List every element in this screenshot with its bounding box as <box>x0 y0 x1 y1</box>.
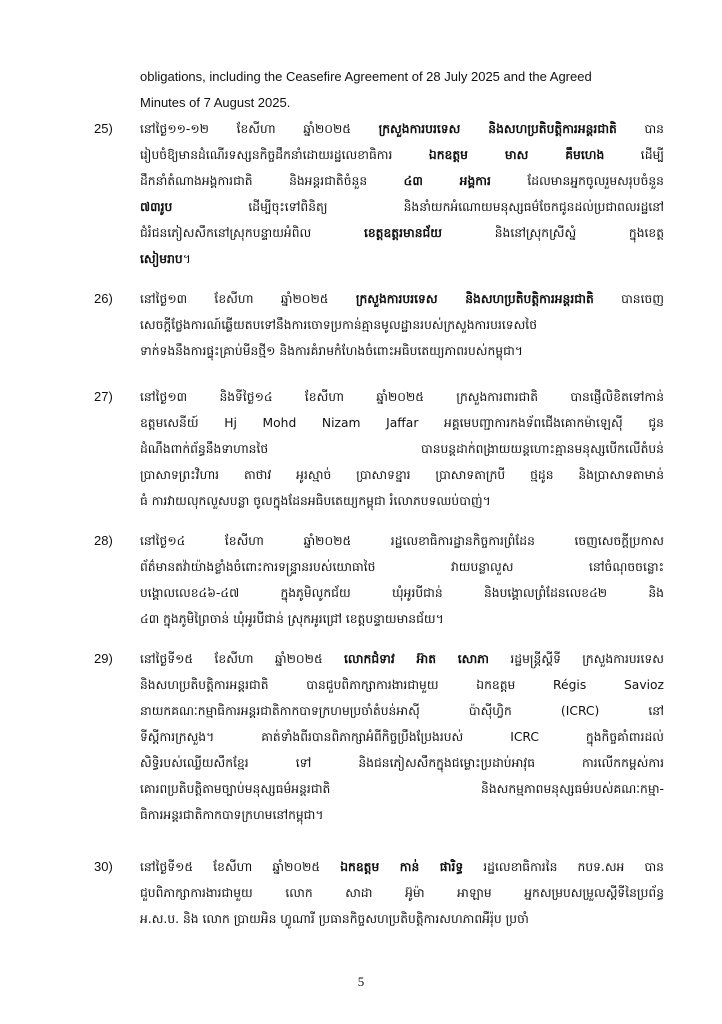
text-segment: សេចក្តីថ្លែងការណ៍ឆ្លើយតបទៅនឹងការចោទប្រកាន់គ្មានមូលដ្ឋានរបស់ក្រសួងការបរទេសថៃ <box>140 318 538 332</box>
text-segment: រដ្ឋលេខាធិការនៃ កបទ.សអ បាន <box>463 860 664 874</box>
item-body <box>140 854 664 932</box>
item-line <box>140 724 664 750</box>
item-number: 26) <box>94 291 113 306</box>
text-segment: បង្គោលលេខ៤៦-៤៧ ក្នុងភូមិលូកជ័យ ឃុំអូរបីជាន់ និងបង្គោលព្រំដែនលេខ៤២ និង <box>140 586 664 600</box>
item-line <box>140 410 664 436</box>
item-body <box>140 286 664 364</box>
item-number: 25) <box>94 121 113 136</box>
item-line <box>140 194 664 220</box>
item-line <box>140 906 664 932</box>
page-number: 5 <box>357 974 365 989</box>
text-segment: ដើម្បី <box>604 148 664 162</box>
text-segment: ។ <box>182 252 191 266</box>
text-segment: និងនៅស្រុកស្រីស្នំ ក្នុងខេត្ត <box>442 226 664 240</box>
item-line <box>140 286 664 312</box>
bold-text: ឯកឧត្តម មាស គឹមហេង <box>428 148 605 162</box>
text-segment: ដើម្បីចុះទៅពិនិត្យ និងនាំយកអំណោយមនុស្សធម៌ចែកជូនដល់ប្រជាពលរដ្ឋនៅ <box>172 200 664 214</box>
item-line <box>140 880 664 906</box>
text-segment: ទាក់ទងនឹងការផ្ទុះគ្រាប់មីនថ្មី១ និងការគំរាមកំហែងចំពោះអធិបតេយ្យភាពរបស់កម្ពុជា។ <box>140 344 523 358</box>
bold-text: លោកជំទាវ អ៊ាត សោភា <box>344 652 489 666</box>
text-segment: ជំរំជនភៀសសឹកនៅស្រុកបន្ទាយអំពិល <box>140 226 364 240</box>
text-segment: នៅថ្ងៃទី១៥ ខែសីហា ឆ្នាំ២០២៥ <box>140 652 345 666</box>
item-line <box>140 312 664 338</box>
item-number: 30) <box>94 859 113 874</box>
text-segment: ៤៣ ក្នុងភូមិព្រៃចាន់ ឃុំអូរបីជាន់ ស្រុកអូរជ្រៅ ខេត្តបន្ទាយមានជ័យ។ <box>140 612 444 626</box>
text-segment: ប្រាសាទព្រះវិហារ តាថាវ អូរស្មាច់ ប្រាសាទខ្នារ ប្រាសាទតាក្របី ថ្មដូន និងប្រាសាទតាមាន់ <box>140 468 664 482</box>
bold-text: ខេត្តឧត្តរមានជ័យ <box>363 226 443 240</box>
bold-text: ក្រសួងការបរទេស និងសហប្រតិបត្តិការអន្តរជាតិ <box>378 122 617 136</box>
item-number: 27) <box>94 389 113 404</box>
item-line <box>140 436 664 462</box>
item-line <box>140 338 664 364</box>
item-line <box>140 802 664 828</box>
item-line <box>140 116 664 142</box>
text-segment: នាយកគណៈកម្មាធិការអន្តរជាតិកាកបាទក្រហមប្រចាំតំបន់អាស៊ី ប៉ាស៊ីហ្វិក (ICRC) នៅ <box>140 704 664 718</box>
text-segment: នៅថ្ងៃ១៤ ខែសីហា ឆ្នាំ២០២៥ រដ្ឋលេខាធិការដ្ឋានកិច្ចការព្រំដែន ចេញសេចក្តីប្រកាស <box>140 534 664 548</box>
text-segment: នៅថ្ងៃ១៣ ខែសីហា ឆ្នាំ២០២៥ <box>140 292 356 306</box>
text-segment: នៅថ្ងៃទី១៥ ខែសីហា ឆ្នាំ២០២៥ <box>140 860 341 874</box>
bold-text: ឯកឧត្តម កាន់ ផារិទ្ធ <box>340 860 464 874</box>
item-line <box>140 488 664 514</box>
text-segment: បាន <box>616 122 664 136</box>
text-segment: ឧត្តមសេនីយ៍ Hj Mohd Nizam Jaffar អគ្គមេបញ្ជាការកងទ័ពជើងគោកម៉ាឡេស៊ី ជូន <box>140 416 664 430</box>
item-line <box>140 698 664 724</box>
item-body <box>140 116 664 272</box>
item-line <box>140 750 664 776</box>
item-number: 28) <box>94 533 113 548</box>
text-segment: រដ្ឋមន្ត្រីស្តីទី ក្រសួងការបរទេស <box>489 652 664 666</box>
text-segment: ធិការអន្តរជាតិកាកបាទក្រហមនៅកម្ពុជា។ <box>140 808 324 822</box>
item-body <box>140 528 664 632</box>
text-segment: ដែលមានអ្នកចូលរួមសរុបចំនួន <box>490 174 664 188</box>
bold-text: ៧៣រូប <box>140 200 173 214</box>
item-number: 29) <box>94 651 113 666</box>
text-segment: នៅថ្ងៃ១១-១២ ខែសីហា ឆ្នាំ២០២៥ <box>140 122 379 136</box>
item-line <box>140 462 664 488</box>
item-line <box>140 646 664 672</box>
text-segment: នៅថ្ងៃ១៣ និងទីថ្ងៃ១៤ ខែសីហា ឆ្នាំ២០២៥ ក្រសួងការពារជាតិ បានផ្ញើលិខិតទៅកាន់ <box>140 390 664 404</box>
text-segment: ដឹកនាំតំណាងអង្គការជាតិ និងអន្តរជាតិចំនួន <box>140 174 404 188</box>
item-line <box>140 246 664 272</box>
item-line <box>140 854 664 880</box>
text-segment: អ.ស.ប. និង លោក ប្រាយអិន ហ្វូណារី ប្រធានកិច្ចសហប្រតិបត្តិការសហភាពអឺរ៉ុប ប្រចាំ <box>140 912 529 926</box>
text-segment: បានចេញ <box>593 292 664 306</box>
continuation-line-1: obligations, including the Ceasefire Agreement of 28 July 2025 and the Agreed <box>140 69 592 84</box>
text-segment: ធំ ការវាយលុកលួសបន្លា ចូលក្នុងដែនអធិបតេយ្យកម្ពុជា រំលោភបទឈប់បាញ់។ <box>140 494 491 508</box>
text-segment: រៀបចំឱ្យមានដំណើរទស្សនកិច្ចដឹកនាំដោយរដ្ឋលេខាធិការ <box>140 148 429 162</box>
text-segment: និងសហប្រតិបត្តិការអន្តរជាតិ បានជួបពិភាក្សាការងារជាមួយ ឯកឧត្តម Régis Savioz <box>140 678 664 692</box>
item-body <box>140 646 664 828</box>
text-segment: ជួបពិភាក្សាការងារជាមួយ លោក សាដា អ៊ូម៉ា អាឡាម អ្នកសម្របសម្រួលស្តីទីនៃប្រព័ន្ធ <box>140 886 664 900</box>
item-line <box>140 672 664 698</box>
item-line <box>140 776 664 802</box>
item-line <box>140 580 664 606</box>
bold-text: សៀមរាប <box>140 252 183 266</box>
item-line <box>140 168 664 194</box>
text-segment: ទីស្តីការក្រសួង។ គាត់ទាំងពីរបានពិភាក្សាអំពីកិច្ចប្រឹងប្រែងរបស់ ICRC ក្នុងកិច្ចគាំពារដល់ <box>140 730 664 744</box>
item-line <box>140 384 664 410</box>
item-line <box>140 606 664 632</box>
text-segment: ដំណឹងពាក់ព័ន្ធនឹងទាហានថៃ បានបន្តដាក់ពង្រាយយន្តហោះគ្មានមនុស្សបើកលើតំបន់ <box>140 442 664 456</box>
item-line <box>140 220 664 246</box>
item-line <box>140 142 664 168</box>
text-segment: គោរពប្រតិបត្តិតាមច្បាប់មនុស្សធម៌អន្តរជាតិ និងសកម្មភាពមនុស្សធម៌របស់គណៈកម្មា- <box>140 782 664 796</box>
bold-text: ក្រសួងការបរទេស និងសហប្រតិបត្តិការអន្តរជាតិ <box>355 292 594 306</box>
text-segment: សិទ្ធិរបស់ឈ្លើយសឹកខ្មែរ ទៅ និងជនភៀសសឹកក្នុងជម្លោះប្រដាប់អាវុធ ការលើកកម្ពស់ការ <box>140 756 664 770</box>
continuation-line-2: Minutes of 7 August 2025. <box>140 95 291 110</box>
item-line <box>140 554 664 580</box>
item-line <box>140 528 664 554</box>
bold-text: ៤៣ អង្គការ <box>403 174 491 188</box>
continuation-paragraph <box>140 64 660 116</box>
item-body <box>140 384 664 514</box>
text-segment: ព័ត៌មានតវ៉ាយ៉ាងខ្លាំងចំពោះការទន្ទ្រានរបស់យោធាថៃ វាយបន្លាលួស នៅចំណុចចន្លោះ <box>140 560 664 574</box>
